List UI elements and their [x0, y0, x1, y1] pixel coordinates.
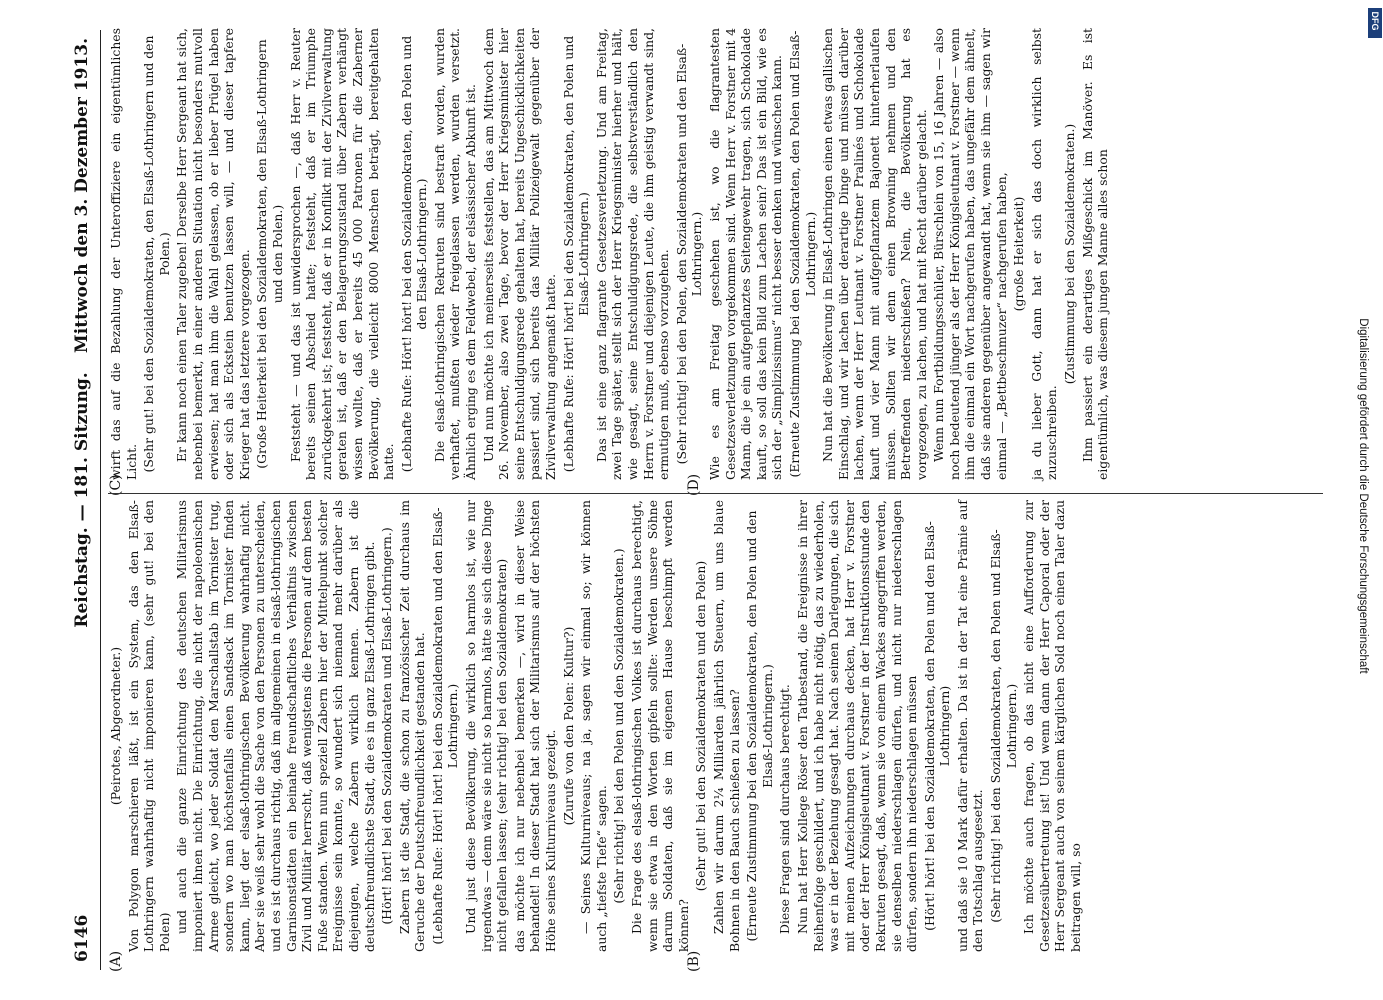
paragraph: Nun hat die Bevölkerung in Elsaß-Lothringen einen etwas gallischen Einschlag, und wir lachen über derartige Dinge und müssen darüber lachen, wenn der Herr Leutnant v. Forstner Pralinés und Schokolade kauft und vier Mann mit aufgepflanztem Bajonett hinterherlaufen müssen. Sollten wir denn einen Browning nehmen und den Betreffenden niederschießen? Nein, die Bevölkerung hat es vorgezogen, zu lachen, und hat mit Recht darüber gelacht.: [820, 28, 929, 480]
paragraph: — Seines Kulturniveaus; na ja, sagen wir einmal so; wir können auch „tiefste Tiefe“ sagen.: [578, 500, 609, 952]
paragraph: (Hört! hört! bei den Sozialdemokraten und Elsaß-Lothringern.): [379, 527, 395, 925]
paragraph: Die elsaß-lothringischen Rekruten sind bestraft worden, wurden verhaftet, mußten wieder freigelassen werden, wurden versetzt. Ähnlich erging es dem Feldwebel, der elsässischer Abkunft ist.: [431, 28, 479, 480]
paragraph: Zabern ist die Stadt, die schon zu französischer Zeit durchaus im Geruche der Deutschfreundlichkeit gestanden hat.: [396, 500, 428, 952]
paragraph: wirft das auf die Bezahlung der Unteroffiziere ein eigentümliches Licht.: [108, 28, 139, 480]
paragraph: (Erneute Zustimmung bei den Sozialdemokraten, den Polen und Elsaß-Lothringern.): [786, 30, 818, 478]
dfg-logo: [1368, 8, 1382, 38]
paragraph: ja du lieber Gott, dann hat er sich das doch wirklich selbst zuzuschreiben.: [1028, 28, 1060, 480]
page-header: [66, 30, 101, 970]
right-column: [108, 28, 1113, 480]
paragraph: (Zustimmung bei den Sozialdemokraten.): [1062, 123, 1078, 385]
paragraph: Ich möchte auch fragen, ob das nicht eine Aufforderung zur Gesetzesübertretung ist! Und wenn dann der Herr Caporal oder der Herr Sergeant auch von seinem kärglichen Sold noch einen Taler dazu beitragen will, so: [1021, 500, 1084, 952]
paragraph: Und nun möchte ich meinerseits feststellen, das am Mittwoch dem 26. November, also zwei Tage, bevor der Herr Kriegsminister hier seine Entschuldigungsrede gehalten hat, bereits Ungeschicklichkeiten passiert sind, sich bereits das Militär Polizeigewalt gegenüber der Zivilverwaltung angemaßt hatte.: [480, 28, 559, 480]
paragraph: und auch die ganze Einrichtung des deutschen Militarismus imponiert ihnen nicht. Die Einrichtung, die nicht der napoleonischen Armee gleicht, wo jeder Soldat den Marschallstab im Tornister trug, sondern wo man höchstenfalls einen Sandsack im Tornister finden kann, liegt der elsaß-lothringischen Bevölkerung wahrhaftig nicht. Aber sie weiß sehr wohl die Sache von den Personen zu unterscheiden, und es ist durchaus richtig, daß im allgemeinen in elsaß-lothringischen Garnisonstädten ein beinahe freundschaftliches Verhältnis zwischen Zivil und Militär herrscht, daß wenigstens die Personen auf dem besten Fuße standen. Wenn nun speziell Zabern hier der Mittelpunkt solcher Ereignisse sein konnte, so wundert sich niemand mehr darüber als diejenigen, welche Zabern wirklich kennen. Zabern ist die deutschfreundlichste Stadt, die es in ganz Elsaß-Lothringen gibt.: [174, 500, 377, 952]
paragraph: (Erneute Zustimmung bei den Sozialdemokraten, den Polen und den Elsaß-Lothringern.): [744, 510, 775, 942]
paragraph: (Hört! hört! bei den Sozialdemokraten, den Polen und den Elsaß-Lothringern): [921, 521, 953, 931]
paragraph: Er kann noch einen Taler zugeben! Derselbe Herr Sergeant hat sich, nebenbei bemerkt, in einer anderen Situation nicht besonders mutvoll erwiesen; hat man ihm die Wahl gelassen, ob er lieber Prügel haben oder sich als Eckstein benutzen lassen will, — und dieser tapfere Krieger hat das letztere vorgezogen.: [174, 28, 252, 480]
digitization-note: [1346, 6, 1380, 991]
paragraph: (Lebhafte Rufe: Hört! hört! bei den Sozialdemokraten, den Polen und den Elsaß-Lothringern.): [398, 35, 430, 473]
margin-marker-d: (D): [686, 473, 702, 496]
paragraph: (Sehr richtig! bei den Polen und den Sozialdemokraten.): [611, 548, 627, 904]
paragraph: und daß sie 10 Mark dafür erhalten. Da ist in der Tat eine Prämie auf den Totschlag ausgesetzt.: [954, 500, 986, 952]
paragraph: (Große Heiterkeit bei den Sozialdemokraten, den Elsaß-Lothringern und den Polen.): [254, 39, 285, 469]
paragraph: Nun hat Herr Kollege Röser den Tatbestand, die Ereignisse in ihrer Reihenfolge geschildert, und ich habe nicht nötig, das zu wiederholen, was er in der Beziehung gesagt hat. Nach seinen Darlegungen, die sich mit meinen Aufzeichnungen durchaus decken, hat Herr v. Forstner oder der Herr Königsleutnant v. Forstner in der Instruktionsstunde den Rekruten gesagt, daß, wenn sie von einem Wackes angegriffen werden, sie denselben niederschlagen dürfen, und nicht nur niederschlagen dürfen, sondern ihn niederschlagen müssen: [794, 500, 920, 952]
paragraph: (große Heiterkeit): [1011, 196, 1027, 312]
page-number: 6146: [72, 914, 92, 962]
margin-marker-c: (C): [108, 474, 124, 496]
paragraph: das möchte ich nur nebenbei bemerken —, wird in dieser Weise behandelt! In dieser Stadt hat sich der Militarismus auf der höchsten Höhe seines Kulturniveaus gezeigt.: [511, 500, 559, 952]
page-title: Reichstag. — 181. Sitzung.: [72, 372, 92, 628]
paragraph: Das ist eine ganz flagrante Gesetzesverletzung. Und am Freitag, zwei Tage später, stellt sich der Herr Kriegsminister hierher und hält, wie gesagt, seine Entschuldigungsrede, die selbstverständlich den Herrn v. Forstner und diejenigen Leute, die ihm geistig verwandt sind, ermutigen muß, ebenso vorzugehen.: [593, 28, 672, 480]
page-date: Mittwoch den 3. Dezember 1913.: [72, 38, 92, 354]
paragraph: Zahlen wir darum 2¼ Milliarden jährlich Steuern, um uns blaue Bohnen in den Bauch schießen zu lassen?: [710, 500, 742, 952]
column-divider: [108, 493, 1323, 494]
paragraph: (Sehr gut! bei den Sozialdemokraten und den Polen): [693, 560, 709, 892]
margin-marker-a: (A): [108, 950, 124, 972]
paragraph: Und just diese Bevölkerung, die wirklich so harmlos ist, wie nur irgendwas — denn wäre sie nicht so harmlos, hätte sie sich diese Dinge nicht gefallen lassen; (sehr richtig! bei den Sozialdemokraten): [463, 500, 510, 952]
paragraph: (Lebhafte Rufe: Hört! hört! bei den Sozialdemokraten, den Polen und Elsaß-Lothringern.): [560, 35, 592, 473]
paragraph: Ihm passiert ein derartiges Mißgeschick im Manöver. Es ist eigentümlich, was diesem jungen Manne alles schon: [1079, 28, 1111, 480]
dfg-logo-text: DFG: [1370, 11, 1380, 31]
digitization-note-text: Digitalisierung gefördert durch die Deutsche Forschungsgemeinschaft: [1357, 318, 1369, 674]
paragraph: Feststeht — und das ist unwidersprochen —, daß Herr v. Reuter bereits seinen Abschied hatte; feststeht, daß er im Triumphe zurückgekehrt ist; feststeht, daß er in Konflikt mit der Zivilverwaltung geraten ist, daß er den Belagerungszustand über Zabern verhängt wissen wollte, daß er bereits 45 000 Patronen für die Zaberner Bevölkerung, die vielleicht 8000 Menschen beträgt, bereitgehalten hatte.: [287, 28, 397, 480]
paragraph: (Lebhafte Rufe: Hört! hört! bei den Sozialdemokraten und den Elsaß-Lothringern.): [429, 507, 461, 945]
document-page: [46, 30, 1336, 970]
left-column: [108, 500, 1086, 952]
paragraph: (Sehr gut! bei den Sozialdemokraten, den Elsaß-Lothringern und den Polen.): [141, 35, 172, 473]
paragraph: Von Polygon marschieren läßt, ist ein System, das den Elsaß-Lothringern wahrhaftig nicht imponieren kann, (sehr gut! bei den Polen): [125, 500, 172, 952]
paragraph: Diese Fragen sind durchaus berechtigt.: [777, 684, 793, 934]
paragraph: Die Frage des elsaß-lothringischen Volkes ist durchaus berechtigt, wenn sie etwa in den Worten gipfeln sollte: Werden unsere Söhne darum Soldaten, daß sie im eigenen Hause beschimpft werden können?: [629, 500, 691, 952]
margin-marker-b: (B): [686, 950, 702, 972]
paragraph: (Sehr richtig! bei den Polen, den Sozialdemokraten und den Elsaß-Lothringern.): [673, 43, 705, 465]
paragraph: (Peirotes, Abgeordneter.): [108, 646, 123, 806]
paragraph: (Zurufe von den Polen: Kultur?): [560, 626, 576, 826]
paragraph: Wie es am Freitag geschehen ist, wo die flagrantesten Gesetzesverletzungen vorgekommen sind. Wenn Herr v. Forstner mit 4 Mann, die je ein aufgepflanztes Seitengewehr tragen, sich Schokolade kauft, so soll das kein Bild zum Lachen sein? Das ist ein Bild, wie es sich der „Simplizissimus“ nicht besser denken und wünschen kann.: [706, 28, 785, 480]
paragraph: (Sehr richtig! bei den Sozialdemokraten, den Polen und Elsaß-Lothringern.): [988, 529, 1019, 923]
paragraph: Wenn nun Fortbildungsschüler, Bürschlein von 15, 16 Jahren — also noch bedeutend jünger als der Herr Königsleutnant v. Forstner — wenn ihm die einmal ein Wort nachgerufen haben, das ungefähr dem ähnelt, daß sie anderen gegenüber angewandt hat, wenn sie ihm — sagen wir einmal — „Bettbeschmuzer“ nachgerufen haben,: [931, 28, 1009, 480]
